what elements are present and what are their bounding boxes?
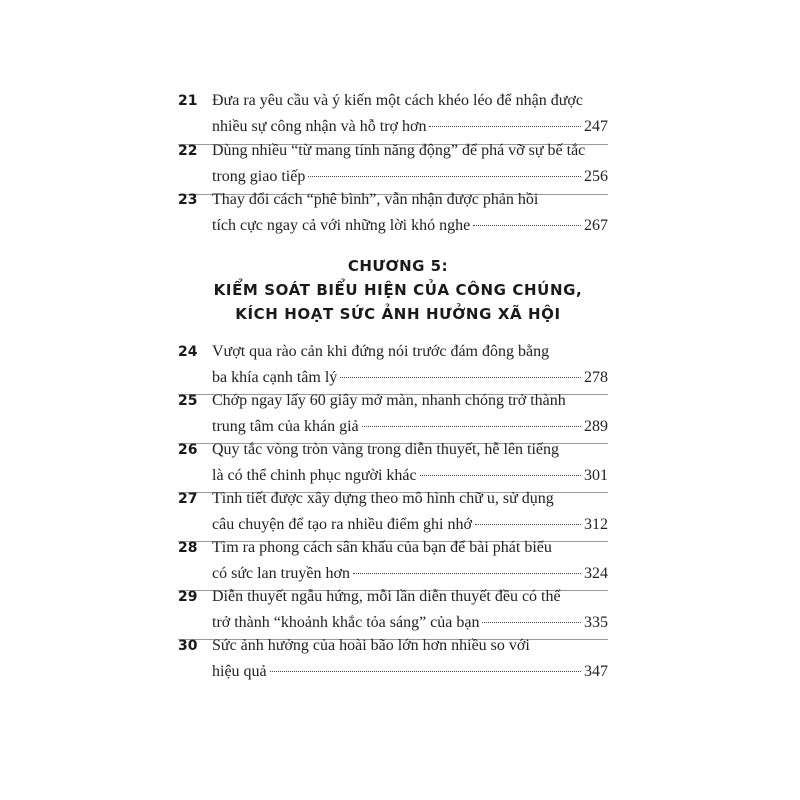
entry-number: 24 [178, 344, 198, 360]
entry-number: 27 [178, 491, 198, 507]
entry-title-line2: ba khía cạnh tâm lý [212, 369, 338, 386]
entry-title-line1: Dùng nhiều “từ mang tính năng động” để phá vỡ sự bế tắc [212, 142, 586, 159]
chapter-title-line1: KIỂM SOÁT BIỂU HIỆN CỦA CÔNG CHÚNG, [213, 281, 583, 299]
entry-number: 25 [178, 393, 198, 409]
entry-title-line2: trong giao tiếp [212, 168, 306, 185]
entry-title-line2: trung tâm của khán giả [212, 418, 359, 435]
entry-title-line1: Chớp ngay lấy 60 giây mở màn, nhanh chóng trở thành [212, 392, 566, 409]
entry-number: 30 [178, 638, 198, 654]
dot-leader [308, 176, 581, 177]
entry-page: 347 [584, 663, 608, 680]
entry-page: 247 [584, 118, 608, 135]
entry-title-line1: Thay đổi cách “phê bình”, vẫn nhận được phản hồi [212, 191, 539, 208]
dot-leader [420, 475, 581, 476]
entry-title-line2: hiệu quả [212, 663, 267, 680]
entry-title-line1: Vượt qua rào cản khi đứng nói trước đám đông bằng [212, 343, 550, 360]
entry-title-line1: Quy tắc vòng tròn vàng trong diễn thuyết, hễ lên tiếng [212, 441, 560, 458]
entry-title-line1: Sức ảnh hưởng của hoài bão lớn hơn nhiều so với [212, 637, 530, 654]
chapter-heading [178, 254, 618, 326]
entry-page: 278 [584, 369, 608, 386]
chapter-label: CHƯƠNG 5: [347, 257, 449, 275]
entry-title-line1: Đưa ra yêu cầu và ý kiến một cách khéo léo để nhận được [212, 92, 583, 109]
entry-title-line1: Tìm ra phong cách sân khấu của bạn để bài phát biểu [212, 539, 552, 556]
entry-page: 289 [584, 418, 608, 435]
entry-title-line1: Tình tiết được xây dựng theo mô hình chữ u, sử dụng [212, 490, 554, 507]
entry-number: 26 [178, 442, 198, 458]
chapter-title-line2: KÍCH HOẠT SỨC ẢNH HƯỞNG XÃ HỘI [235, 305, 561, 323]
dot-leader [475, 524, 581, 525]
entry-number: 22 [178, 143, 198, 159]
entry-page: 335 [584, 614, 608, 631]
entry-page: 324 [584, 565, 608, 582]
entry-number: 29 [178, 589, 198, 605]
dot-leader [270, 671, 581, 672]
dot-leader [353, 573, 581, 574]
dot-leader [482, 622, 581, 623]
entry-page: 312 [584, 516, 608, 533]
entry-title-line2: tích cực ngay cả với những lời khó nghe [212, 217, 471, 234]
entry-number: 21 [178, 93, 198, 109]
entry-title-line2: có sức lan truyền hơn [212, 565, 350, 582]
entry-title-line2: câu chuyện để tạo ra nhiều điểm ghi nhớ [212, 516, 472, 533]
entry-number: 28 [178, 540, 198, 556]
entry-number: 23 [178, 192, 198, 208]
entry-title-line2: trở thành “khoảnh khắc tỏa sáng” của bạn [212, 614, 480, 631]
dot-leader [340, 377, 581, 378]
entry-page: 267 [584, 217, 608, 234]
dot-leader [429, 126, 581, 127]
entry-page: 256 [584, 168, 608, 185]
entry-page: 301 [584, 467, 608, 484]
dot-leader [362, 426, 581, 427]
dot-leader [473, 225, 581, 226]
entry-title-line2: nhiều sự công nhận và hỗ trợ hơn [212, 118, 427, 135]
entry-title-line2: là có thể chinh phục người khác [212, 467, 417, 484]
entry-title-line1: Diễn thuyết ngẫu hứng, mỗi lần diễn thuyết đều có thể [212, 588, 561, 605]
